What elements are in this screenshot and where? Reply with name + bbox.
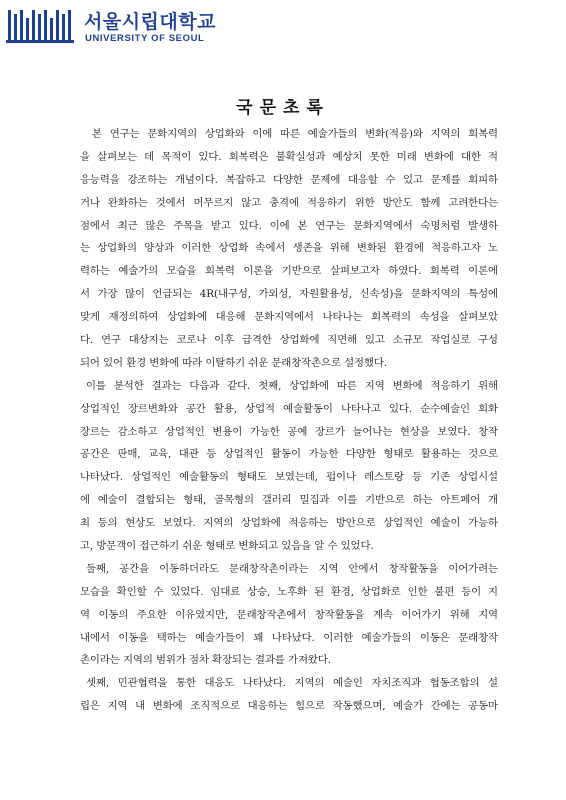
abstract-line: 립은 지역 내 변화에 조직적으로 대응하는 힘으로 작동했으며, 예술가 간에는 공동마 xyxy=(80,700,498,713)
university-name-en: UNIVERSITY OF SEOUL xyxy=(85,33,205,44)
abstract-line: 최 등의 현상도 보였다. 지역의 상업화에 적응하는 방안으로 상업적인 예술이 가능하 xyxy=(80,517,498,530)
abstract-line: 에 예술이 결합되는 형태, 골목형의 갤러리 밀집과 이를 기반으로 하는 아트페어 개 xyxy=(80,494,498,507)
abstract-line: 장르는 감소하고 상업적인 변용이 가능한 공예 장르가 늘어나는 현상을 보였다. 창작 xyxy=(80,425,498,438)
abstract-line: 점에서 최근 많은 주목을 받고 있다. 이에 본 연구는 문화지역에서 숙명처럼 발생하 xyxy=(80,219,498,232)
abstract-title: 국문초록 xyxy=(236,98,330,118)
abstract-line: 는 상업화의 양상과 이러한 상업화 속에서 생존을 위해 변화된 환경에 적응하고자 노 xyxy=(80,242,498,255)
university-logo-icon xyxy=(6,6,78,44)
abstract-line: 상업적인 장르변화와 공간 활용, 상업적 예술활동이 나타나고 있다. 순수예술인 회화 xyxy=(80,402,498,415)
abstract-line: 거나 완화하는 것에서 머무르지 않고 충격에 적응하기 위한 방안도 함께 고려한다는 xyxy=(80,196,498,209)
abstract-line: 촌이라는 지역의 범위가 점차 확장되는 결과를 가져왔다. xyxy=(80,654,331,667)
abstract-line: 나타났다. 상업적인 예술활동의 형태도 보였는데, 펍이나 레스토랑 등 기존 상업시설 xyxy=(80,471,498,484)
abstract-line: 을 살펴보는 데 목적이 있다. 회복력은 불확실성과 예상치 못한 미래 변화에 대한 적 xyxy=(80,150,498,163)
university-name-ko: 서울시립대학교 xyxy=(84,11,216,33)
abstract-line: 응능력을 강조하는 개념이다. 복잡하고 다양한 문제에 대응할 수 있고 문제를 회피하 xyxy=(80,173,498,186)
abstract-line: 본 연구는 문화지역의 상업화와 이에 따른 예술가들의 변화(적응)와 지역의 회복력 xyxy=(92,128,498,140)
abstract-line: 내에서 이동을 택하는 예술가들이 꽤 나타났다. 이러한 예술가들의 이동은 문래창작 xyxy=(80,631,498,644)
abstract-line: 고, 방문객이 접근하기 쉬운 형태로 변화되고 있음을 알 수 있었다. xyxy=(80,540,374,553)
abstract-line: 다. 연구 대상지는 코로나 이후 급격한 상업화에 직면해 있고 소규모 작업실로 구성 xyxy=(80,334,498,347)
abstract-line: 공간은 판매, 교육, 대관 등 상업적인 활동이 가능한 다양한 형태로 활용하는 것으로 xyxy=(80,448,498,461)
abstract-line: 맞게 재정의하여 상업화에 대응해 문화지역에서 나타나는 회복력의 속성을 살펴보았 xyxy=(80,311,498,324)
abstract-line: 둘째, 공간을 이동하더라도 문래창작촌이라는 지역 안에서 창작활동을 이어가려는 xyxy=(86,562,498,575)
abstract-line: 되어 있어 환경 변화에 따라 이탈하기 쉬운 문래창작촌으로 설정했다. xyxy=(80,356,388,369)
abstract-line: 력하는 예술가의 모습을 회복력 이론을 기반으로 살펴보고자 하였다. 회복력 이론에 xyxy=(80,265,498,278)
abstract-line: 역 이동의 주요한 이유였지만, 문래창작촌에서 창작활동을 계속 이어가기 위해 지역 xyxy=(80,608,498,621)
abstract-line: 모습을 확인할 수 있었다. 임대료 상승, 노후화 된 환경, 상업화로 인한 불편 등이 지 xyxy=(80,585,498,598)
abstract-line: 이를 분석한 결과는 다음과 같다. 첫째, 상업화에 따른 지역 변화에 적응하기 위해 xyxy=(86,379,498,392)
abstract-line: 셋째, 민관협력을 통한 대응도 나타났다. 지역의 예술인 자치조직과 협동조합의 설 xyxy=(86,677,498,690)
abstract-body xyxy=(80,123,498,718)
abstract-line: 서 가장 많이 언급되는 4R(내구성, 가외성, 자원활용성, 신속성)을 문화지역의 특성에 xyxy=(80,288,498,301)
university-header xyxy=(6,6,216,48)
